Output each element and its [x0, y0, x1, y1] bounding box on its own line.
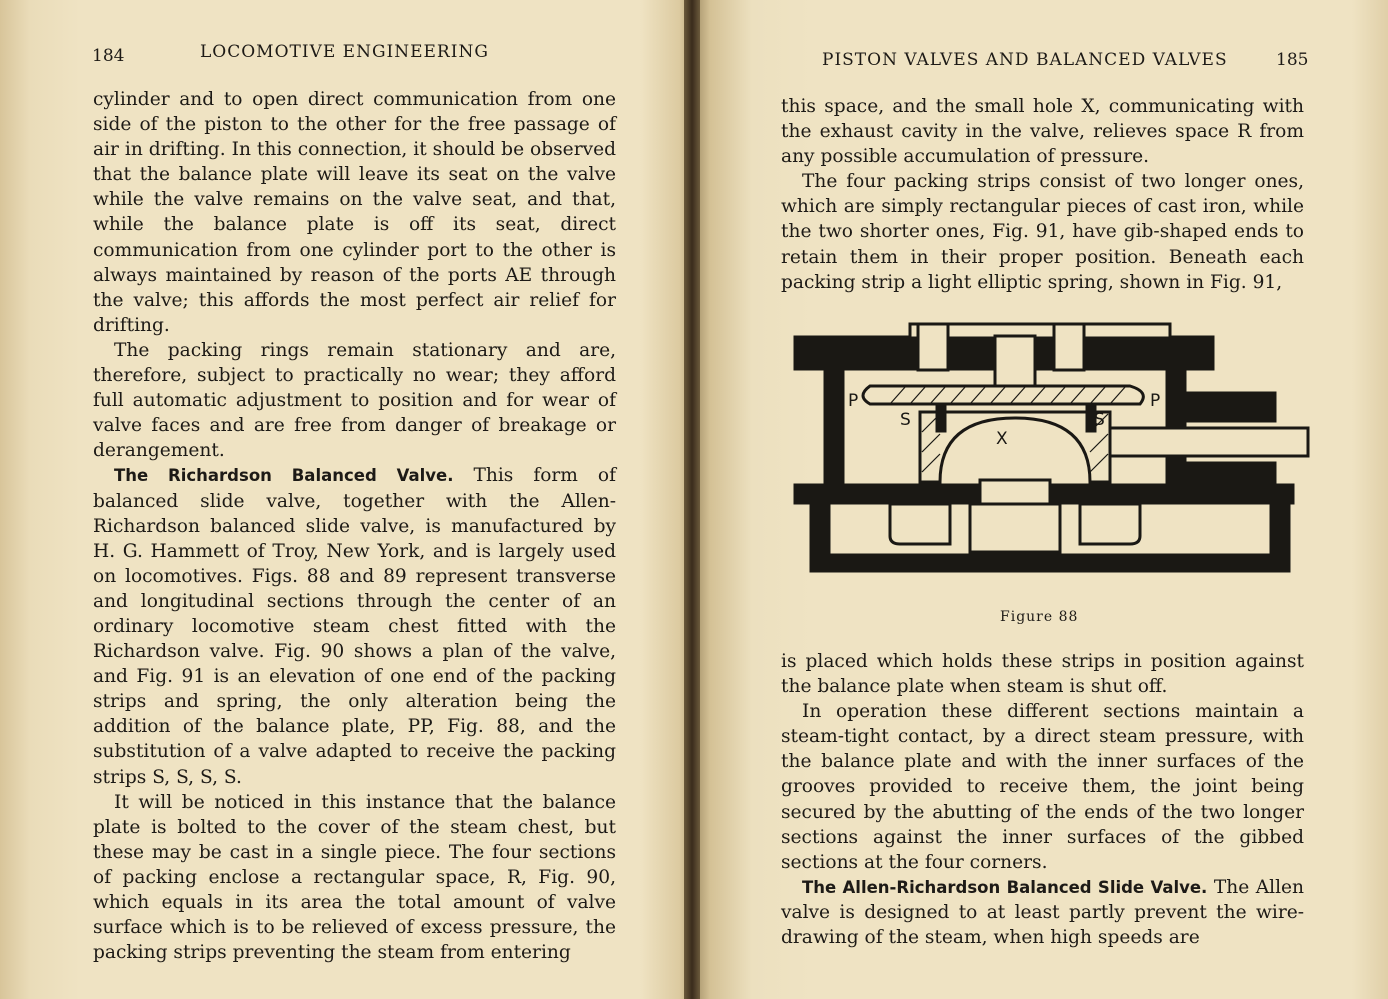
left-paragraph-1: cylinder and to open direct communication from one side of the piston to the other for the free passage of air in drifting. In this connection, it should be observed that the balance plate will leave its seat on the valve while the valve remains on the valve seat, and that, while the balance plate is off its seat, direct communication from one cylinder port to the other is always maintained by reason of the ports AE through the valve; this affords the most perfect air relief for drifting.	[93, 89, 616, 336]
right-paragraph-3: is placed which holds these strips in position against the balance plate when steam is shut off.	[781, 651, 1304, 698]
figure-88-caption: Figure 88	[1000, 609, 1079, 625]
page-number-right: 185	[1276, 50, 1309, 70]
exhaust-port	[970, 504, 1060, 552]
valve-body	[920, 412, 1110, 482]
valve-stem	[1096, 428, 1308, 456]
right-paragraph-4: In operation these different sections maintain a steam-tight contact, by a direct steam pressure, with the balance plate and with the inner surfaces of the grooves provided to receive them, the joint being secured by the abutting of the ends of the two longer sections against the inner surfaces of the gibbed sections at the four corners.	[781, 701, 1304, 873]
stem-gland	[1186, 392, 1276, 422]
figure-label-s-left: S	[900, 410, 911, 430]
bolt-right	[1054, 324, 1084, 370]
left-body-text	[93, 87, 616, 965]
right-paragraph-2: The four packing strips consist of two longer ones, which are simply rectangular pieces of cast iron, while the two shorter ones, Fig. 91, have gib-shaped ends to retain them in their proper position. Beneath each packing strip a light elliptic spring, shown in Fig. 91,	[781, 171, 1304, 293]
left-paragraph-2: The packing rings remain stationary and are, therefore, subject to practically no wear; they afford full automatic adjustment to position and for wear of valve faces and are free from danger of breakage or derangement.	[93, 339, 616, 462]
book-gutter	[684, 0, 700, 999]
right-paragraph-5	[781, 875, 1304, 950]
left-page	[0, 0, 692, 999]
right-page	[692, 0, 1388, 999]
running-head-right: PISTON VALVES AND BALANCED VALVES	[822, 50, 1228, 70]
left-paragraph-4: It will be noticed in this instance that the balance plate is bolted to the cover of the steam chest, but these may be cast in a single piece. The four sections of packing enclose a rectangular space, R, Fig. 90, which equals in its area the total amount of valve surface which is to be relieved of excess pressure, the packing strips preventing the steam from entering	[93, 791, 616, 964]
section-heading-richardson: The Richardson Balanced Valve.	[114, 466, 454, 486]
center-stud	[995, 336, 1035, 386]
figure-88-valve-diagram	[790, 322, 1310, 612]
left-paragraph-3	[93, 463, 616, 789]
right-paragraph-1: this space, and the small hole X, communicating with the exhaust cavity in the valve, relieves space R from any possible accumulation of pressure.	[781, 96, 1304, 168]
figure-label-s-right: S	[1094, 410, 1105, 430]
right-body-text-bottom	[781, 649, 1304, 950]
port-right	[1080, 504, 1140, 544]
left-paragraph-3-body: This form of balanced slide valve, together with the Allen-Richardson balanced slide valve, is manufactured by H. G. Hammett of Troy, New York, and is largely used on locomotives. Figs. 88 and 89 represent transverse and longitudinal sections through the center of an ordinary locomotive steam chest fitted with the Richardson valve. Fig. 90 shows a plan of the valve, and Fig. 91 is an elevation of one end of the packing strips and spring, the only alteration being the addition of the balance plate, PP, Fig. 88, and the substitution of a valve adapted to receive the packing strips S, S, S, S.	[93, 465, 616, 788]
figure-label-p-right: P	[1150, 391, 1161, 411]
figure-label-x: X	[996, 429, 1008, 449]
section-heading-allen-richardson: The Allen-Richardson Balanced Slide Valve.	[802, 877, 1208, 897]
port-left	[890, 504, 950, 544]
running-head-left: LOCOMOTIVE ENGINEERING	[200, 42, 489, 62]
right-body-text-top	[781, 94, 1304, 295]
chest-wall-left	[824, 368, 844, 488]
bolt-left	[918, 324, 948, 370]
right-paragraph-5-body: The Allen valve is designed to at least partly prevent the wire-drawing of the steam, when high speeds are	[781, 876, 1304, 949]
page-number-left: 184	[92, 46, 125, 66]
figure-label-p-left: P	[848, 391, 859, 411]
packing-strip-left	[936, 406, 946, 432]
